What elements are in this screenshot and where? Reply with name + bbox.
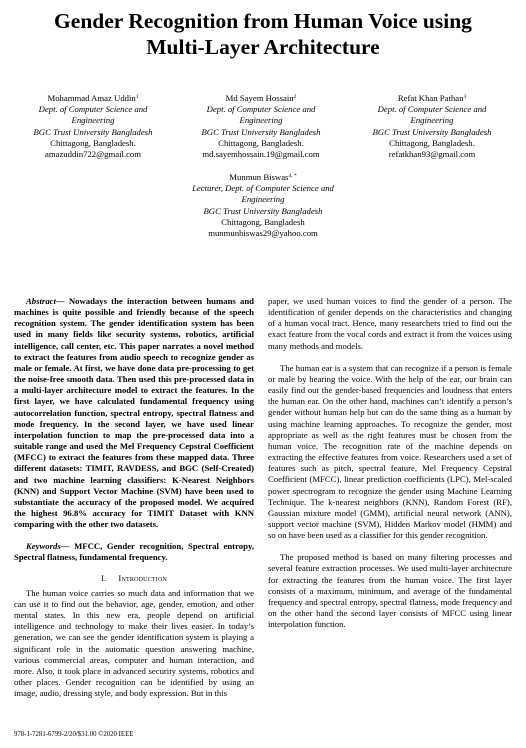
author-affiliation-mark: 3 [463,94,467,100]
section-number: I. [100,572,107,583]
author-affiliation-mark: 2 [293,94,297,100]
copyright-footer: 978-1-7281-6799-2/20/$31.00 ©2020 IEEE [14,731,134,738]
author-city: Chittagong, Bangladesh [221,216,305,227]
title-line-2: Multi-Layer Architecture [146,35,380,59]
author-name: Refat Khan Pathan [397,93,464,103]
right-column [268,296,512,630]
author-block-2 [182,93,340,160]
author-name: Md Sayem Hossain [225,93,294,103]
author-dept-line2: Engineering [71,115,115,126]
author-city: Chittagong, Bangladesh. [218,137,304,148]
author-dept-line2: Engineering [239,115,283,126]
author-university: BGC Trust University Bangladesh [33,126,153,137]
abstract-text: Nowadays the interaction between humans and machines is quite possible and friendly because of the speech recognition system. The gender identification system has been used in many fields like security systems, robotics, artificial intelligence, call center, etc. This paper narrates a novel method to extract the features from audio speech to recognize gender as male or female. At first, we have done data pre-processing to get the noise-free smooth data. Then used this pre-processed data in a multi-layer architecture model to extract the features. In the first layer, we have calculated fundamental frequency using autocorrelation function, spectral entropy, spectral flatness and mode frequency. In the second layer, we have used linear interpolation function to map the pre-processed data into a suitable range and used the Mel Frequency Cepstral Coefficient (MFCC) to extract the features from these mapped data. Three different datasets: TIMIT, RAVDESS, and BGC (Self-Created) and two machine learning classifiers: K-Nearest Neighbors (KNN) and Support Vector Machine (SVM) have been used to substantiate the accuracy of the proposed model. We acquired the highest 96.8% accuracy for TIMIT Dataset with KNN comparing with the other two datasets. [14,296,254,530]
left-column [14,296,254,699]
author-block-4 [170,172,356,239]
title-line-1: Gender Recognition from Human Voice using [54,9,472,33]
author-university: BGC Trust University Bangladesh [201,126,321,137]
author-university: BGC Trust University Bangladesh [203,205,323,216]
author-email[interactable]: md.sayemhossain.19@gmail.com [202,149,320,160]
author-name: Munmun Biswas [229,172,289,182]
right-paragraph-2: The human ear is a system that can recognize if a person is female or male by hearing the voice. With the help of the ear, our brain can easily find out the gender-based frequencies and loudness that enters the human ear. On the other hand, machines can’t identify a person’s gender without human help but can do the same thing as a human by using machine learning approaches. To recognize the gender, most appropriate as well as the right features must be chosen from the human voice. The recognition rate of the machine depends on extracting the effective features from voice. Researchers used a set of features such as pitch, spectral feature, Mel Frequency Cepstral Coefficient (MFCC), linear prediction coefficients (LPC), Mel-scaled power spectrogram to recognize the gender using Machine Learning Technique. The k-nearest neighbors (KNN), Random Forest (RF), Gaussian mixture model (GMM), artificial neural network (ANN), support vector machine (SVM), Hidden Markov model (HMM) and so on have been used as a classifier for this gender recognition. [268,362,512,541]
abstract [14,296,254,530]
keywords-text: MFCC, Gender recognition, Spectral entropy, Spectral flatness, fundamental frequency. [14,541,254,563]
paper-title [10,8,516,60]
author-city: Chittagong, Bangladesh. [389,137,475,148]
author-dept-line1: Lecturer, Dept. of Computer Science and [192,183,334,194]
intro-paragraph: The human voice carries so much data and information that we can use it to find out the behavior, age, gender, emotion, and other mental states. In this new era, people depend on artificial intelligence and technology to make their lives easier. In today’s generation, we can see the gender identification system is playing a significant role in the automatic question answering machine, various commercial areas, computer and human interaction, and more. Also, it took place in advanced security systems, robotics and other places. Gender recognition can be identified by using an image, audio, dressing style, and body expression. But in this [14,587,254,699]
abstract-label: Abstract— [26,296,65,306]
author-name: Mohammad Amaz Uddin [47,93,136,103]
author-affiliation-mark: 4, * [288,173,297,179]
author-block-3 [352,93,512,160]
author-university: BGC Trust University Bangladesh [372,126,492,137]
section-heading-introduction [14,573,254,584]
keywords [14,541,254,563]
author-dept-line1: Dept. of Computer Science and [38,104,148,115]
author-email[interactable]: munmunbiswas29@yahoo.com [208,228,318,239]
author-dept-line2: Engineering [241,194,285,205]
author-dept-line1: Dept. of Computer Science and [377,104,487,115]
right-paragraph-3: The proposed method is based on many filtering processes and several feature extraction processes. We used multi-layer architecture for extracting the features from the human voice. The first layer consists of a maximum, minimum, and average of the fundamental frequency and spectral entropy, spectral flatness, mode frequency and on the other hand the second layer consists of MFCC using linear interpolation function. [268,552,512,630]
author-email[interactable]: amazuddin722@gmail.com [44,149,142,160]
section-title: Introduction [118,572,168,583]
author-affiliation-mark: 1 [135,94,139,100]
keywords-label: Keywords— [26,541,70,552]
author-city: Chittagong, Bangladesh. [50,137,136,148]
author-dept-line1: Dept. of Computer Science and [206,104,316,115]
author-block-1 [14,93,172,160]
author-email[interactable]: refatkhan93@gmail.com [388,149,476,160]
right-paragraph-1: paper, we used human voices to find the gender of a person. The identification of gender depends on the characteristics and changing of a human vocal tract. Hence, many researchers tried to find out the exact feature from the vocal cords and extract it from the voices using many methods and models. [268,296,512,351]
author-dept-line2: Engineering [410,115,454,126]
